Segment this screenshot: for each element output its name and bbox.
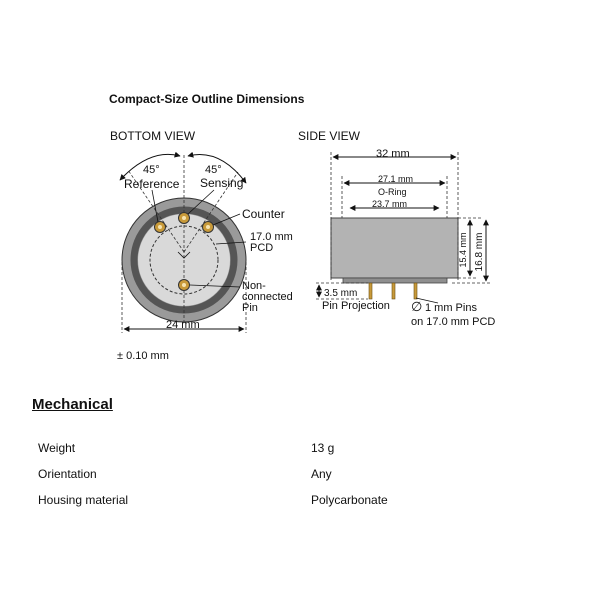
side-pin-1 — [369, 283, 372, 299]
diameter-symbol: ∅ — [411, 299, 423, 314]
pin-counter — [203, 222, 214, 233]
mechanical-heading: Mechanical — [32, 396, 113, 413]
pins-line1: 1 mm Pins — [425, 302, 477, 314]
pin-reference — [155, 222, 166, 233]
spec-label-housing: Housing material — [38, 493, 129, 507]
tolerance-note: ± 0.10 mm — [117, 350, 169, 362]
bottom-view-label: BOTTOM VIEW — [110, 129, 196, 143]
pcd-label: PCD — [250, 242, 274, 254]
inner-width-label: 23.7 mm — [372, 199, 408, 209]
width-label: 32 mm — [376, 148, 410, 160]
pin-non-connected — [179, 280, 190, 291]
pcd-value-label: 17.0 mm — [250, 231, 293, 243]
counter-label: Counter — [242, 207, 285, 221]
page-title: Compact-Size Outline Dimensions — [109, 92, 305, 106]
side-view-drawing — [316, 148, 495, 328]
reference-label: Reference — [124, 177, 180, 191]
side-view-label: SIDE VIEW — [298, 129, 361, 143]
pin-projection-label: Pin Projection — [322, 300, 390, 312]
height-body-label: 15.4 mm — [458, 232, 468, 268]
pin-sensing — [179, 213, 190, 224]
non-connected-line2: connected — [242, 291, 293, 303]
spec-label-weight: Weight — [38, 441, 76, 455]
spec-value-weight: 13 g — [311, 441, 335, 455]
bottom-view-drawing — [120, 154, 293, 333]
non-connected-line1: Non- — [242, 280, 266, 292]
oring-width-label: 27.1 mm — [378, 174, 414, 184]
sensor-base-step — [343, 278, 447, 283]
height-total-label: 16.8 mm — [474, 232, 485, 272]
pin-projection-value: 3.5 mm — [324, 288, 358, 299]
angle-right-label: 45° — [205, 164, 222, 176]
oring-label: O-Ring — [378, 187, 407, 197]
sensing-label: Sensing — [200, 176, 244, 190]
pins-line2: on 17.0 mm PCD — [411, 316, 496, 328]
diameter-label: 24 mm — [166, 319, 200, 331]
spec-value-orientation: Any — [311, 467, 332, 481]
spec-label-orientation: Orientation — [38, 467, 97, 481]
non-connected-line3: Pin — [242, 302, 258, 314]
side-pin-2 — [392, 283, 395, 299]
sensor-body — [331, 218, 458, 278]
side-pin-3 — [414, 283, 417, 299]
spec-value-housing: Polycarbonate — [311, 493, 388, 507]
angle-left-label: 45° — [143, 164, 160, 176]
